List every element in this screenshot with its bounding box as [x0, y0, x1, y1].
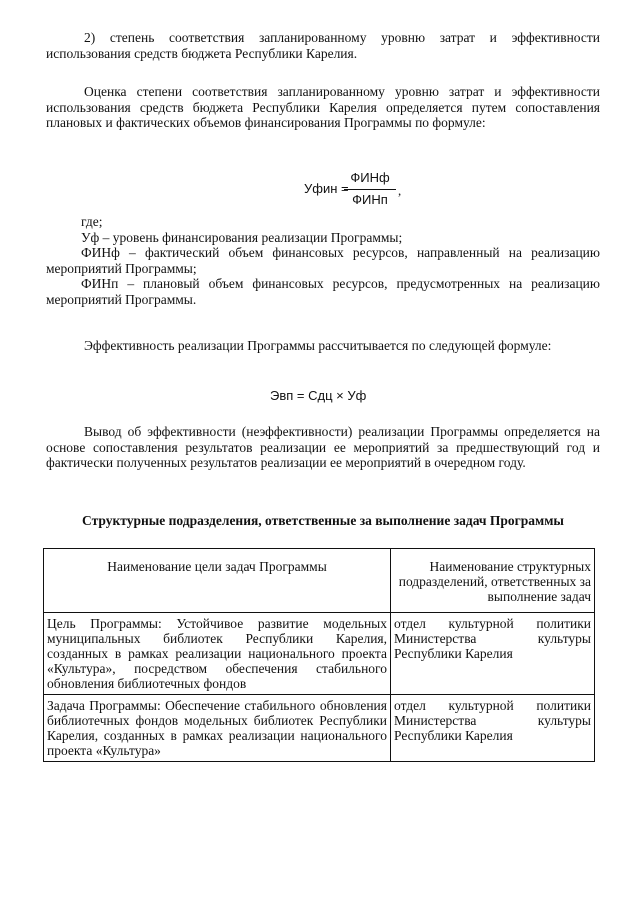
formula-denominator: ФИНп [352, 192, 388, 207]
definition-fin-plan: ФИНп – плановый объем финансовых ресурсов, предусмотренных на реализацию мероприятий Программы. [46, 276, 600, 307]
definition-uf: Уф – уровень финансирования реализации Программы; [81, 229, 403, 245]
header-departments: Наименование структурных подразделений, ответственных за выполнение задач [391, 549, 595, 613]
fraction-bar [344, 189, 396, 190]
definition-where: где; [81, 214, 103, 229]
formula-financing-level [304, 170, 424, 210]
paragraph-cost-level: 2) степень соответствия запланированному уровню затрат и эффективности использования средств бюджета Республики Карелия. [46, 30, 600, 61]
cell-task-department: отдел культурной политики Министерства культуры Республики Карелия [391, 695, 595, 762]
table-row [44, 613, 595, 695]
paragraph-efficiency: Эффективность реализации Программы рассчитывается по следующей формуле: [84, 338, 552, 353]
responsibility-table [43, 548, 595, 762]
header-goal-tasks: Наименование цели задач Программы [44, 549, 391, 613]
formula-comma: , [398, 183, 402, 198]
formula-numerator: ФИНф [350, 170, 390, 185]
definition-fin-fact: ФИНф – фактический объем финансовых ресурсов, направленный на реализацию мероприятий Программы; [46, 245, 600, 276]
cell-goal-department: отдел культурной политики Министерства культуры Республики Карелия [391, 613, 595, 695]
table-header-row [44, 549, 595, 613]
paragraph-conclusion: Вывод об эффективности (неэффективности) реализации Программы определяется на основе сопоставления результатов реализации ее мероприятий за предшествующий год и фактически полученных результатов реализации ее мероприятий в очередном году. [46, 424, 600, 470]
cell-task: Задача Программы: Обеспечение стабильного обновления библиотечных фондов модельных библиотек Республики Карелия, созданных в рамках реализации национального проекта «Культура» [44, 695, 391, 762]
cell-goal: Цель Программы: Устойчивое развитие модельных муниципальных библиотек Республики Карелия, созданных в рамках реализации национального проекта «Культура», посредством обеспечения стабильного обновления библиотечных фондов [44, 613, 391, 695]
formula-lhs: Уфин = [304, 181, 349, 196]
table-title: Структурные подразделения, ответственные за выполнение задач Программы [82, 513, 564, 528]
paragraph-assessment: Оценка степени соответствия запланированному уровню затрат и эффективности использования средств бюджета Республики Карелия определяется путем сопоставления плановых и фактических объемов финансирования Программы по формуле: [46, 84, 600, 130]
formula-definitions [46, 214, 600, 307]
formula-efficiency: Эвп = Сдц × Уф [270, 388, 367, 403]
table-row [44, 695, 595, 762]
